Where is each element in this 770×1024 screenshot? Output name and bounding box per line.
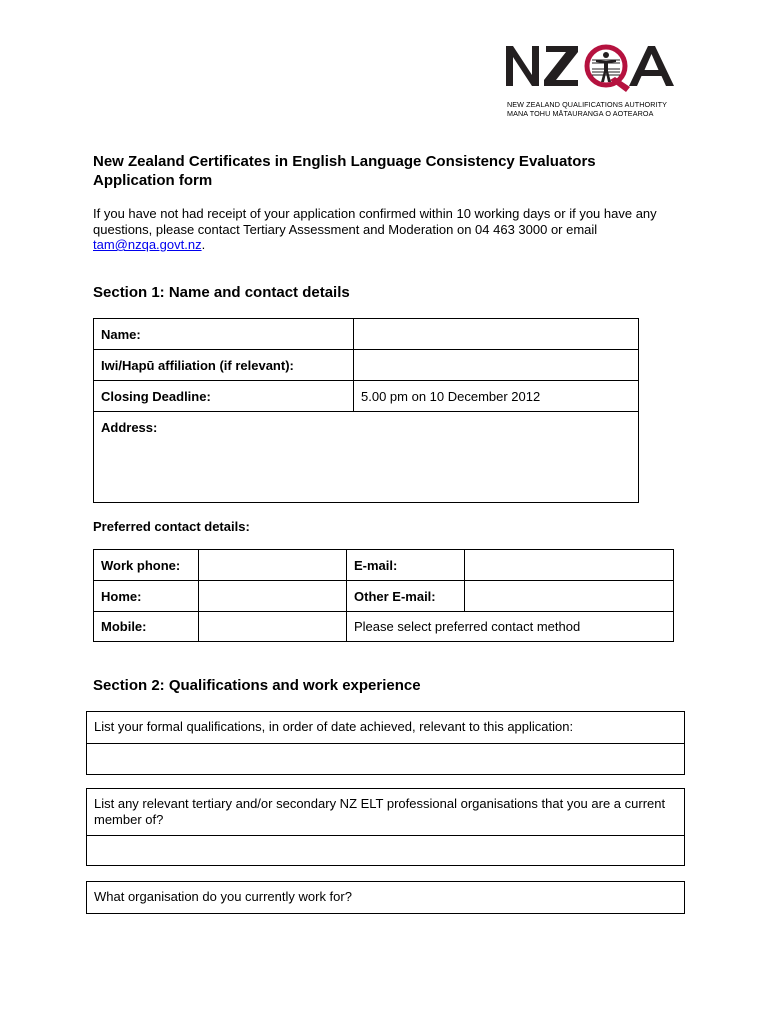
- deadline-label: Closing Deadline:: [94, 381, 354, 412]
- table-row: [87, 712, 685, 744]
- table-row: [94, 350, 639, 381]
- work-phone-field[interactable]: [199, 550, 347, 581]
- intro-text: If you have not had receipt of your application confirmed within 10 working days or if you have any questions, please contact Tertiary Assessment and Moderation on 04 463 3000 or email: [93, 206, 657, 237]
- other-email-label: Other E-mail:: [347, 581, 465, 612]
- preferred-contact-method-select[interactable]: Please select preferred contact method: [347, 612, 674, 642]
- table-row: [94, 550, 674, 581]
- preferred-contact-label: Preferred contact details:: [93, 519, 250, 534]
- table-row: [94, 319, 639, 350]
- table-row: [94, 412, 639, 503]
- iwi-field[interactable]: [354, 350, 639, 381]
- name-label: Name:: [94, 319, 354, 350]
- mobile-label: Mobile:: [94, 612, 199, 642]
- home-field[interactable]: [199, 581, 347, 612]
- name-details-table: [93, 318, 639, 503]
- nzqa-logo: [502, 40, 682, 120]
- mobile-field[interactable]: [199, 612, 347, 642]
- email-field[interactable]: [465, 550, 674, 581]
- home-label: Home:: [94, 581, 199, 612]
- email-label: E-mail:: [347, 550, 465, 581]
- intro-text-end: .: [201, 237, 206, 252]
- logo-subtitle-english: NEW ZEALAND QUALIFICATIONS AUTHORITY: [507, 100, 668, 109]
- qualifications-table: [86, 711, 685, 775]
- section2-heading: Section 2: Qualifications and work experience: [93, 677, 421, 694]
- iwi-label: Iwi/Hapū affiliation (if relevant):: [94, 350, 354, 381]
- section1-heading: Section 1: Name and contact details: [93, 284, 350, 301]
- table-row: [94, 381, 639, 412]
- organisations-table: [86, 788, 685, 866]
- name-field[interactable]: [354, 319, 639, 350]
- deadline-value: 5.00 pm on 10 December 2012: [354, 381, 639, 412]
- form-title: [93, 152, 693, 190]
- employer-table: [86, 881, 685, 914]
- work-phone-label: Work phone:: [94, 550, 199, 581]
- qualifications-question: List your formal qualifications, in order of date achieved, relevant to this application:: [87, 712, 685, 744]
- table-row: [87, 789, 685, 836]
- organisations-answer-field[interactable]: [87, 836, 685, 866]
- employer-question[interactable]: What organisation do you currently work for?: [87, 882, 685, 914]
- table-row: [87, 882, 685, 914]
- organisations-question: List any relevant tertiary and/or secondary NZ ELT professional organisations that you are a current member of?: [87, 789, 685, 836]
- nzqa-logo-mark: [502, 40, 682, 96]
- table-row: [87, 836, 685, 866]
- address-label: Address:: [101, 420, 158, 435]
- contact-details-table: [93, 549, 674, 642]
- table-row: [94, 581, 674, 612]
- table-row: [94, 612, 674, 642]
- table-row: [87, 744, 685, 775]
- form-title-line1: New Zealand Certificates in English Language Consistency Evaluators: [93, 153, 596, 170]
- email-link[interactable]: tam@nzqa.govt.nz: [93, 237, 202, 252]
- other-email-field[interactable]: [465, 581, 674, 612]
- form-title-line2: Application form: [93, 172, 213, 189]
- intro-paragraph: [93, 206, 683, 253]
- address-field[interactable]: [94, 412, 639, 503]
- logo-subtitle-maori: MANA TOHU MĀTAURANGA O AOTEAROA: [507, 109, 654, 118]
- qualifications-answer-field[interactable]: [87, 744, 685, 775]
